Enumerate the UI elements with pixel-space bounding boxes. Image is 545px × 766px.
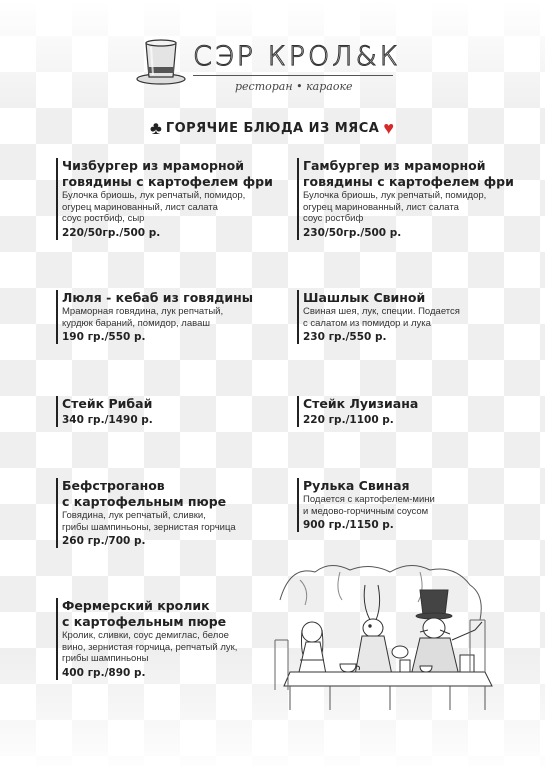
menu-item-ribeye-steak xyxy=(56,396,282,427)
item-description: Мраморная говядина, лук репчатый, курдюк бараний, помидор, лаваш xyxy=(62,306,224,329)
brand-name: СЭР КРОЛ&К xyxy=(193,41,401,72)
section-title xyxy=(150,118,394,138)
item-price: 400 гр./890 р. xyxy=(62,666,146,679)
menu-item-louisiana-steak xyxy=(297,396,523,427)
menu-item-pork-knuckle xyxy=(297,478,523,532)
section-title-text: ГОРЯЧИЕ БЛЮДА ИЗ МЯСА xyxy=(165,120,380,136)
heart-icon: ♥ xyxy=(383,118,394,138)
item-description: Свиная шея, лук, специи. Подается с салатом из помидор и лука xyxy=(303,306,460,329)
menu-item-hamburger xyxy=(297,158,523,240)
item-name: Стейк Луизиана xyxy=(303,396,419,411)
menu-item-lyulya-kebab xyxy=(56,290,282,344)
top-hat-icon xyxy=(135,35,187,85)
tea-party-illustration xyxy=(270,560,500,715)
item-name: Рулька Свиная xyxy=(303,478,410,493)
club-icon: ♣ xyxy=(150,118,162,138)
restaurant-logo xyxy=(135,35,401,95)
item-price: 220 гр./1100 р. xyxy=(303,414,394,426)
menu-item-beef-stroganoff xyxy=(56,478,282,548)
item-price: 900 гр./1150 р. xyxy=(303,519,394,531)
item-name: Чизбургер из мраморной говядины с картофелем фри xyxy=(62,158,273,189)
brand-divider xyxy=(193,75,393,76)
item-name: Шашлык Свиной xyxy=(303,290,426,305)
item-price: 260 гр./700 р. xyxy=(62,535,146,547)
item-name: Люля - кебаб из говядины xyxy=(62,290,254,305)
item-description: Булочка бриошь, лук репчатый, помидор, огурец маринованный, лист салата соус ростбиф xyxy=(303,190,487,224)
item-price: 220/50гр./500 р. xyxy=(62,226,161,239)
item-name: Фермерский кролик с картофельным пюре xyxy=(62,598,227,629)
item-description: Подается с картофелем-мини и медово-горчичным соусом xyxy=(303,494,435,517)
item-description: Булочка бриошь, лук репчатый, помидор, огурец маринованный, лист салата соус ростбиф, сыр xyxy=(62,190,246,224)
item-name: Гамбургер из мраморной говядины с картофелем фри xyxy=(303,158,514,189)
menu-item-farmer-rabbit xyxy=(56,598,272,680)
item-price: 230 гр./550 р. xyxy=(303,331,387,343)
item-name: Стейк Рибай xyxy=(62,396,153,411)
brand-subtitle: ресторан • караоке xyxy=(235,80,353,93)
item-price: 230/50гр./500 р. xyxy=(303,226,402,239)
item-name: Бефстроганов с картофельным пюре xyxy=(62,478,227,509)
item-description: Кролик, сливки, соус демиглас, белое вино, зернистая горчица, репчатый лук, грибы шампиньоны xyxy=(62,630,238,664)
item-description: Говядина, лук репчатый, сливки, грибы шампиньоны, зернистая горчица xyxy=(62,510,236,533)
item-price: 190 гр./550 р. xyxy=(62,331,146,343)
menu-item-pork-shashlik xyxy=(297,290,523,344)
item-price: 340 гр./1490 р. xyxy=(62,414,153,426)
menu-item-cheeseburger xyxy=(56,158,282,240)
